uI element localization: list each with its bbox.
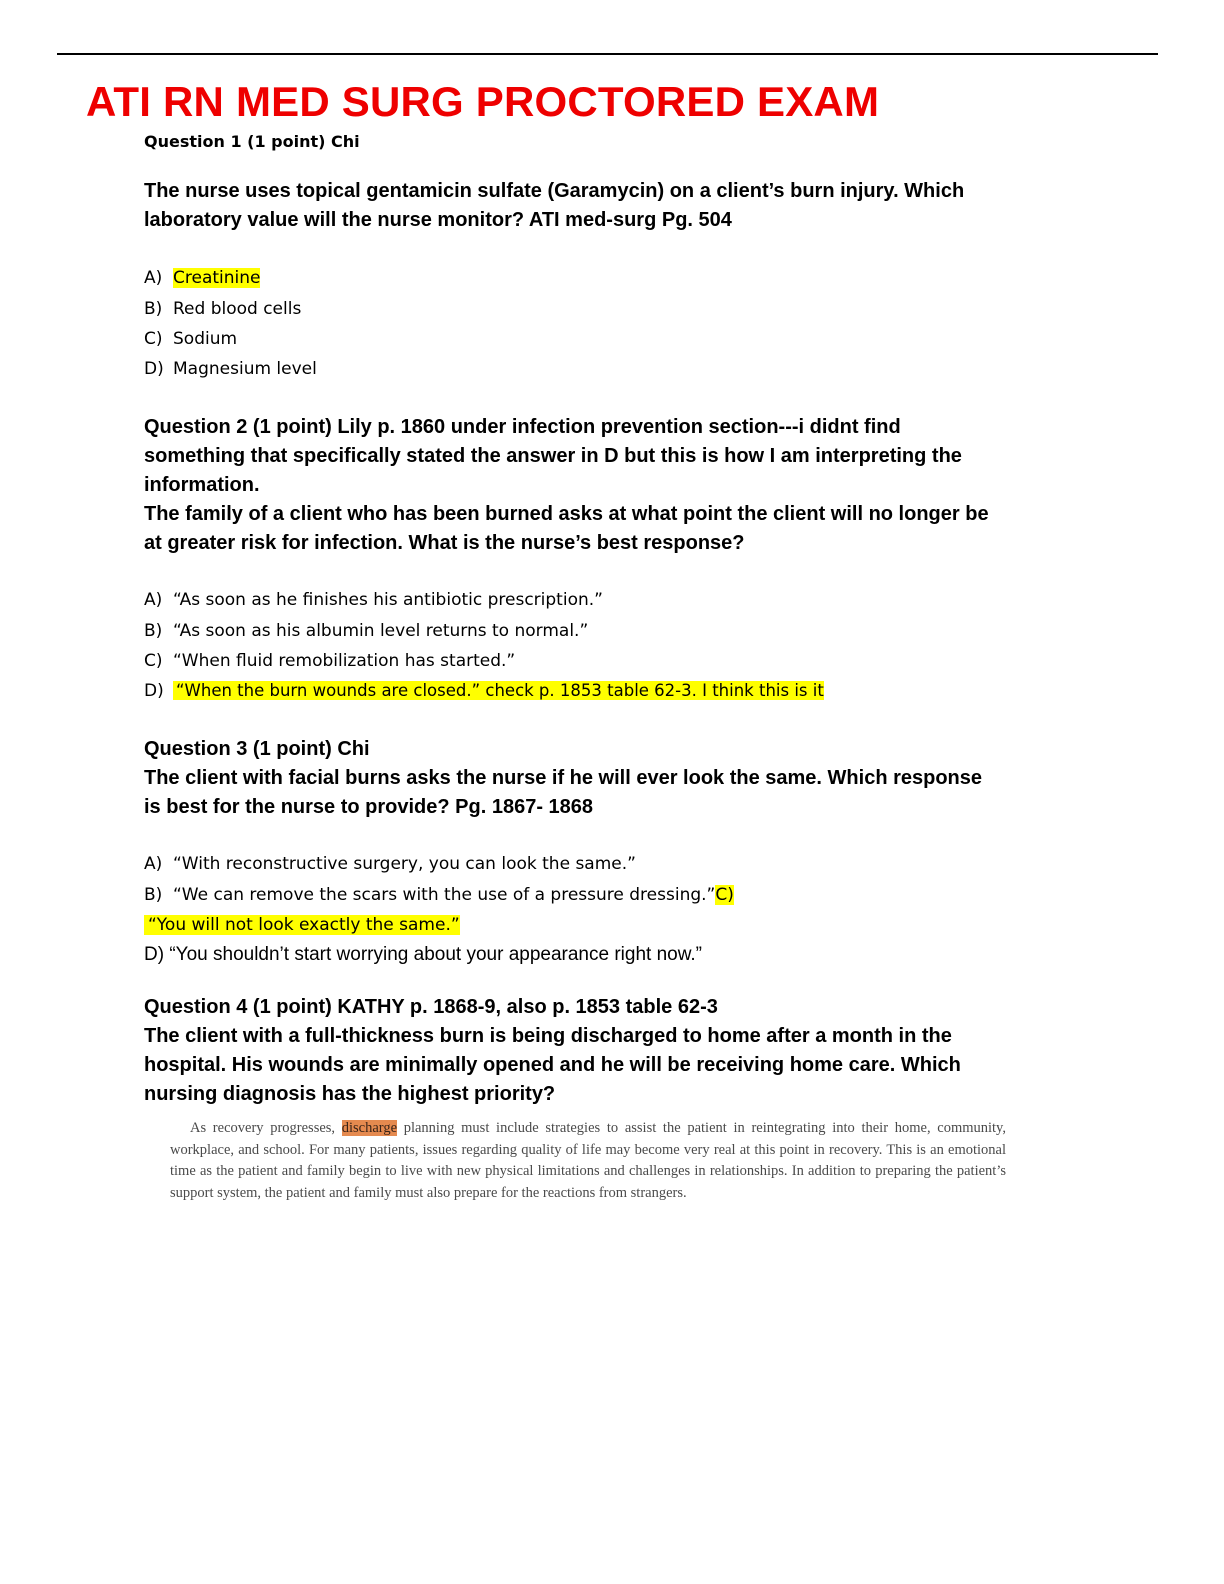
option-text: Magnesium level	[173, 359, 317, 379]
q3-option-b	[144, 884, 734, 906]
top-rule	[57, 53, 1158, 55]
question-2-stem-line-2: at greater risk for infection. What is the nurse’s best response?	[144, 532, 745, 554]
question-1-stem-line-2: laboratory value will the nurse monitor? ATI med-surg Pg. 504	[144, 209, 732, 231]
q3-option-a	[144, 853, 636, 875]
question-3-header: Question 3 (1 point) Chi	[144, 738, 370, 760]
question-1-stem-line-1: The nurse uses topical gentamicin sulfate (Garamycin) on a client’s burn injury. Which	[144, 180, 965, 202]
q1-option-b	[144, 298, 301, 320]
excerpt-text-before: As recovery progresses,	[190, 1120, 342, 1136]
option-text: “As soon as he finishes his antibiotic prescription.”	[173, 590, 603, 610]
question-3-stem-line-1: The client with facial burns asks the nurse if he will ever look the same. Which response	[144, 767, 983, 789]
option-letter: D)	[144, 681, 164, 701]
question-3-stem-line-2: is best for the nurse to provide? Pg. 1867- 1868	[144, 796, 594, 818]
q2-option-b	[144, 620, 588, 642]
option-letter: C)	[144, 329, 163, 349]
question-4-stem-line-1: The client with a full-thickness burn is being discharged to home after a month in the	[144, 1025, 952, 1047]
option-text-highlighted: Creatinine	[173, 268, 261, 288]
option-text: “As soon as his albumin level returns to normal.”	[173, 621, 589, 641]
q1-option-c	[144, 328, 237, 350]
q3-option-c	[144, 914, 460, 936]
option-letter: D)	[144, 359, 164, 379]
option-letter: A)	[144, 268, 163, 288]
option-text: “When fluid remobilization has started.”	[173, 651, 516, 671]
q1-option-a	[144, 267, 260, 289]
option-text: “With reconstructive surgery, you can look the same.”	[173, 854, 636, 874]
question-2-stem-line-1: The family of a client who has been burned asks at what point the client will no longer be	[144, 503, 989, 525]
textbook-excerpt	[170, 1118, 1006, 1204]
option-letter: A)	[144, 590, 163, 610]
option-letter: C)	[144, 651, 163, 671]
q2-option-d	[144, 680, 824, 702]
option-text: D) “You shouldn’t start worrying about your appearance right now.”	[144, 944, 702, 965]
option-text-highlighted: “When the burn wounds are closed.” check p. 1853 table 62-3. I think this is it	[173, 681, 824, 700]
question-2-header-line-2: something that specifically stated the answer in D but this is how I am interpreting the	[144, 445, 962, 467]
excerpt-text-after: planning must include strategies to assist the patient in reintegrating into their home, community, workplace, and school. For many patients, issues regarding quality of life may become very real at this point in recovery. This is an emotional time as the patient and family begin to live with new physical limitations and challenges in relationships. In addition to preparing the patient’s support system, the patient and family must also prepare for the reactions from strangers.	[170, 1120, 1006, 1201]
q2-option-c	[144, 650, 515, 672]
option-letter: A)	[144, 854, 163, 874]
option-letter: B)	[144, 885, 163, 905]
option-text: Red blood cells	[173, 299, 302, 319]
option-text: Sodium	[173, 329, 238, 349]
question-4-stem-line-3: nursing diagnosis has the highest priority?	[144, 1083, 556, 1105]
option-text-highlighted: “You will not look exactly the same.”	[144, 915, 460, 935]
document-title: ATI RN MED SURG PROCTORED EXAM	[86, 78, 880, 125]
option-letter: B)	[144, 299, 163, 319]
q1-option-d	[144, 358, 317, 380]
excerpt-highlighted-word: discharge	[341, 1120, 398, 1136]
question-2-header-line-1: Question 2 (1 point) Lily p. 1860 under infection prevention section---i didnt find	[144, 416, 901, 438]
question-4-header: Question 4 (1 point) KATHY p. 1868-9, also p. 1853 table 62-3	[144, 996, 718, 1018]
q2-option-a	[144, 589, 603, 611]
option-text: “We can remove the scars with the use of a pressure dressing.”	[173, 885, 716, 905]
option-c-letter-highlighted: C)	[715, 885, 734, 905]
q3-option-d	[144, 943, 702, 967]
question-2-header-line-3: information.	[144, 474, 260, 496]
question-4-stem-line-2: hospital. His wounds are minimally opened and he will be receiving home care. Which	[144, 1054, 961, 1076]
option-letter: B)	[144, 621, 163, 641]
question-1-header: Question 1 (1 point) Chi	[144, 132, 360, 151]
